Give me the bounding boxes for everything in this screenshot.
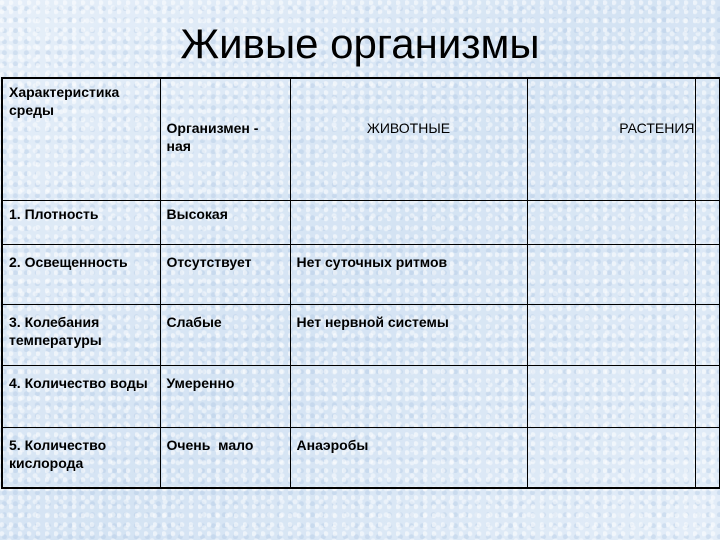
row-plants-cell xyxy=(527,427,695,488)
row-animals-cell xyxy=(290,427,527,488)
row-label-cell xyxy=(2,200,160,244)
header-col3-text: ЖИВОТНЫЕ xyxy=(366,120,451,136)
row-extra-cell xyxy=(695,427,720,488)
header-empty-cell xyxy=(695,78,720,200)
row-value-cell xyxy=(160,304,290,365)
row-value-cell xyxy=(160,200,290,244)
header-col2-text: Организмен - ная xyxy=(166,120,259,154)
cell-text: 1. Плотность xyxy=(9,205,99,222)
row-animals-cell xyxy=(290,200,527,244)
row-animals-cell xyxy=(290,304,527,365)
row-value-cell xyxy=(160,365,290,427)
table-row xyxy=(2,200,720,244)
cell-text: 3. Колебания температуры xyxy=(9,313,102,348)
cell-text: Отсутствует xyxy=(166,253,252,270)
row-animals-cell xyxy=(290,244,527,304)
header-plants xyxy=(527,78,695,200)
row-label-cell xyxy=(2,244,160,304)
cell-text: Нет нервной системы xyxy=(296,313,449,330)
row-value-cell xyxy=(160,427,290,488)
row-extra-cell xyxy=(695,365,720,427)
environment-table xyxy=(1,77,720,489)
cell-text: Нет суточных ритмов xyxy=(296,253,448,270)
cell-text: 4. Количество воды xyxy=(9,374,148,391)
row-animals-cell xyxy=(290,365,527,427)
table-row xyxy=(2,365,720,427)
cell-text: 5. Количество кислорода xyxy=(9,436,107,471)
header-environment-characteristic xyxy=(2,78,160,200)
cell-text: Слабые xyxy=(166,313,222,330)
cell-text: Высокая xyxy=(166,205,228,222)
header-animals xyxy=(290,78,527,200)
cell-text: Анаэробы xyxy=(296,436,369,453)
slide-title: Живые организмы xyxy=(180,20,540,67)
row-extra-cell xyxy=(695,244,720,304)
header-col1-text: Характеристика среды xyxy=(9,84,120,118)
row-plants-cell xyxy=(527,365,695,427)
table-row xyxy=(2,304,720,365)
header-organism-environment xyxy=(160,78,290,200)
header-col4-text: РАСТЕНИЯ xyxy=(619,120,695,136)
row-value-cell xyxy=(160,244,290,304)
row-label-cell xyxy=(2,365,160,427)
row-plants-cell xyxy=(527,304,695,365)
row-label-cell xyxy=(2,427,160,488)
row-label-cell xyxy=(2,304,160,365)
row-plants-cell xyxy=(527,244,695,304)
table-header-row xyxy=(2,78,720,200)
table-row xyxy=(2,244,720,304)
cell-text: Очень мало xyxy=(166,436,254,453)
row-extra-cell xyxy=(695,304,720,365)
cell-text: Умеренно xyxy=(166,374,235,391)
cell-text: 2. Освещенность xyxy=(9,253,128,270)
row-extra-cell xyxy=(695,200,720,244)
row-plants-cell xyxy=(527,200,695,244)
table-row xyxy=(2,427,720,488)
